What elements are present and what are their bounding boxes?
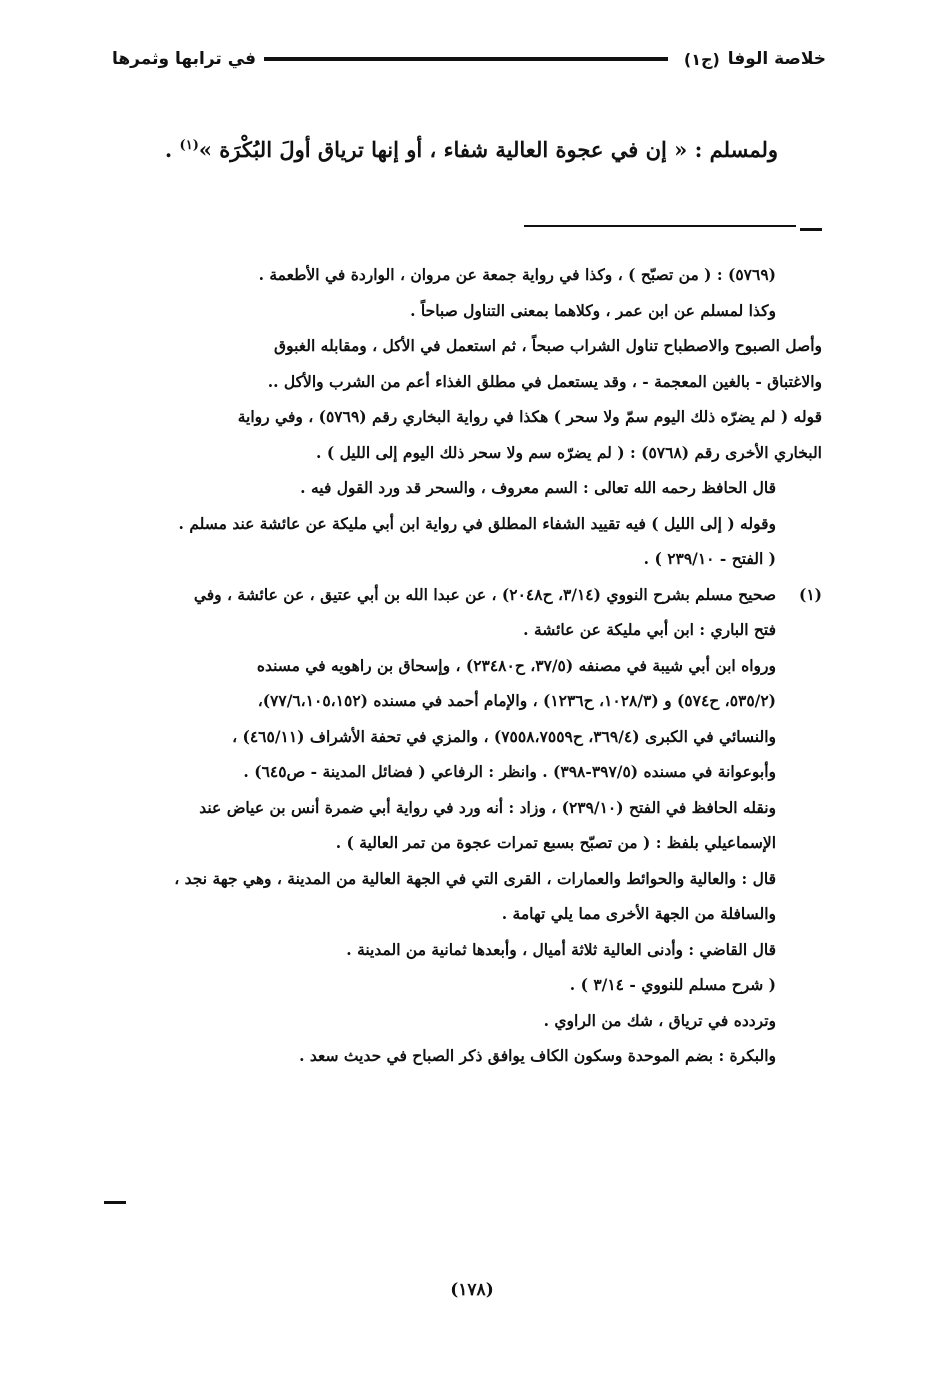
note-line: وكذا لمسلم عن ابن عمر ، وكلاهما بمعنى التناول صباحاً . [410, 300, 776, 320]
main-footnote-ref: (١) [179, 138, 199, 153]
main-text-body: ولمسلم : « إن في عجوة العالية شفاء ، أو إنها ترياق أولَ البُكْرَة » [198, 137, 778, 162]
note-line: قال الحافظ رحمه الله تعالى : السم معروف ، والسحر قد ورد القول فيه . [300, 478, 776, 497]
note-line: قوله ( لم يضرّه ذلك اليوم سمّ ولا سحر ) هكذا في رواية البخاري رقم (٥٧٦٩) ، وفي رواية [237, 407, 822, 426]
running-header [112, 44, 826, 74]
note-line: والاغتباق - بالغين المعجمة - ، وقد يستعمل في مطلق الغذاء أعم من الشرب والأكل .. [267, 371, 822, 391]
note-line: ( الفتح - ٢٣٩/١٠ ) . [643, 549, 776, 568]
note-line: البخاري الأخرى رقم (٥٧٦٨) : ( لم يضرّه سم ولا سحر ذلك اليوم إلى الليل ) . [316, 442, 822, 462]
note-line: قال : والعالية والحوائط والعمارات ، القرى التي في الجهة العالية من المدينة ، وهي جهة نجد ، [174, 868, 776, 888]
footnote-1 [104, 577, 822, 613]
note-line: والبكرة : بضم الموحدة وسكون الكاف يوافق ذكر الصباح في حديث سعد . [299, 1046, 776, 1065]
note-line: قال القاضي : وأدنى العالية ثلاثة أميال ، وأبعدها ثمانية من المدينة . [346, 939, 776, 959]
footnotes [104, 257, 822, 1074]
note-line: وقوله ( إلى الليل ) فيه تقييد الشفاء المطلق في رواية ابن أبي مليكة عن عائشة عند مسلم . [178, 513, 776, 533]
note-line: فتح الباري : ابن أبي مليكة عن عائشة . [523, 620, 776, 639]
note-line: وتردده في ترياق ، شك من الراوي . [543, 1010, 776, 1030]
note-line: ( شرح مسلم للنووي - ٣/١٤ ) . [569, 975, 776, 994]
header-rule [264, 57, 668, 61]
note-line: (٥٧٦٩) : ( من تصبّح ) ، وكذا في رواية جمعة عن مروان ، الواردة في الأطعمة . [258, 265, 776, 284]
note-line: ونقله الحافظ في الفتح (٢٣٩/١٠) ، وزاد : أنه ورد في رواية أبي ضمرة أنس بن عياض عند [199, 797, 776, 817]
continuation-dash-top [800, 228, 822, 231]
main-text-end: . [164, 137, 180, 162]
main-text [96, 128, 778, 168]
note-line: وأصل الصبوح والاصطباح تناول الشراب صبحاً ، ثم استعمل في الأكل ، ومقابله الغبوق [274, 336, 822, 355]
footnote-number: (١) [798, 584, 822, 604]
note-line: والنسائي في الكبرى (٣٦٩/٤، ح٧٥٥٨،٧٥٥٩) ، والمزي في تحفة الأشراف (٤٦٥/١١) ، [232, 726, 776, 746]
note-line: الإسماعيلي بلفظ : ( من تصبّح بسبع تمرات عجوة من تمر العالية ) . [335, 833, 776, 852]
continuation-dash-bottom [104, 1201, 126, 1204]
note-line: ورواه ابن أبي شيبة في مصنفه (٣٧/٥، ح٢٣٤٨٠) ، وإسحاق بن راهويه في مسنده [256, 655, 776, 675]
page-number: (١٧٨) [450, 1280, 494, 1300]
note-line: (٥٣٥/٢، ح٥٧٤) و (١٠٢٨/٣، ح١٢٣٦) ، والإمام أحمد في مسنده (٧٧/٦،١٠٥،١٥٢)، [257, 691, 776, 710]
footnote-separator [524, 225, 796, 227]
note-line: وأبوعوانة في مسنده (٣٩٧/٥-٣٩٨) . وانظر : الرفاعي ( فضائل المدينة - ص٦٤٥) . [243, 762, 776, 781]
chapter-title: في ترابها وثمرها [112, 49, 257, 69]
book-title: خلاصة الوفا [727, 49, 826, 69]
volume-label: (ج١) [683, 49, 720, 69]
footnote-text: صحيح مسلم بشرح النووي (٣/١٤، ح٢٠٤٨) ، عن عبدا الله بن أبي عتيق ، عن عائشة ، وفي [193, 584, 776, 604]
note-line: والسافلة من الجهة الأخرى مما يلي تهامة . [501, 904, 776, 923]
